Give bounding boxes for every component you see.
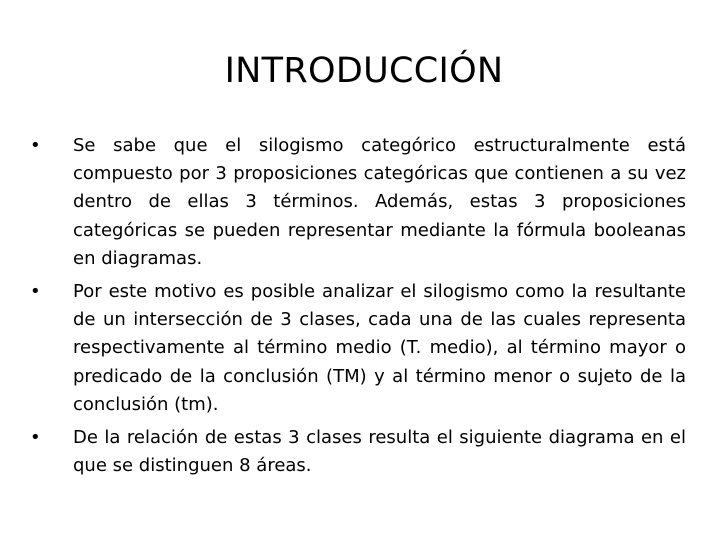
- bullet-item: [30, 132, 686, 273]
- bullet-text: Por este motivo es posible analizar el silogismo como la resultante de un intersección de 3 clases, cada una de las cuales representa respectivamente al término medio (T. medio), al término mayor o predicado de la conclusión (TM) y al término menor o sujeto de la conclusión (tm).: [73, 281, 686, 415]
- bullet-list: [30, 132, 686, 485]
- bullet-icon: •: [30, 135, 41, 156]
- bullet-item: [30, 278, 686, 419]
- bullet-text: Se sabe que el silogismo categórico estructuralmente está compuesto por 3 proposiciones categóricas que contienen a su vez dentro de ellas 3 términos. Además, estas 3 proposiciones categóricas se pueden representar mediante la fórmula booleanas en diagramas.: [73, 135, 686, 269]
- slide-title: INTRODUCCIÓN: [224, 51, 504, 91]
- bullet-text: De la relación de estas 3 clases resulta el siguiente diagrama en el que se distinguen 8 áreas.: [73, 427, 686, 477]
- bullet-item: [30, 424, 686, 480]
- bullet-icon: •: [30, 427, 41, 449]
- bullet-icon: •: [30, 281, 41, 303]
